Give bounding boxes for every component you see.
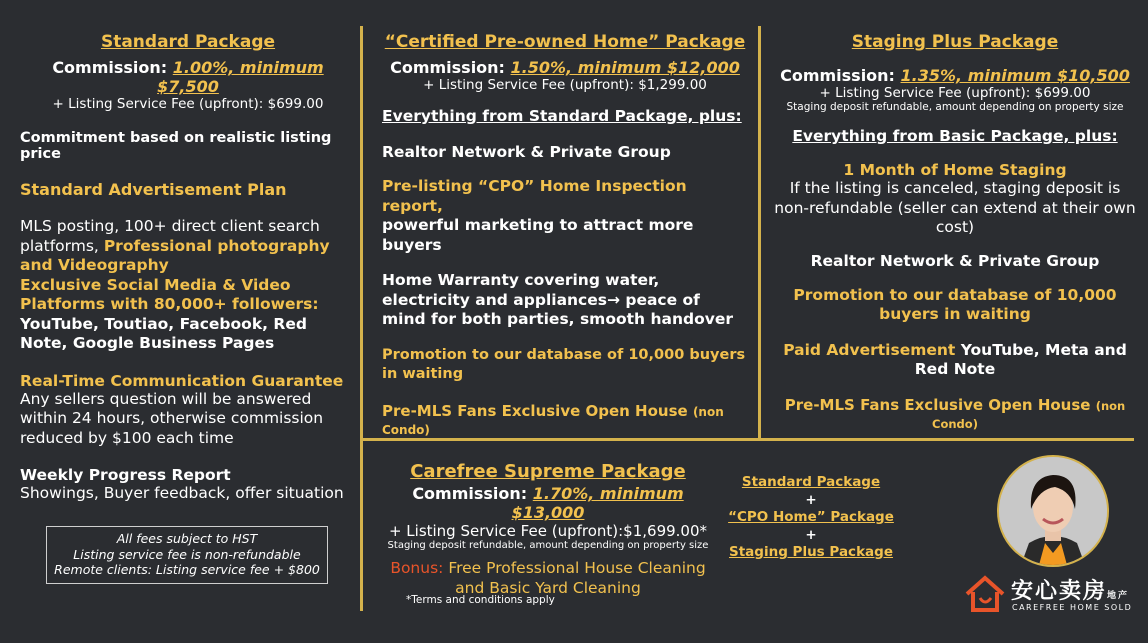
standard-realtime-text: Any sellers question will be answered within 24 hours, otherwise commission reduced by $100 each time (20, 389, 324, 447)
staging-month-text: If the listing is canceled, staging deposit is non-refundable (seller can extend at their own cost) (774, 179, 1136, 236)
combo-standard: Standard Package (741, 474, 881, 490)
staging-package (772, 32, 1138, 432)
combo-staging: Staging Plus Package (729, 544, 893, 560)
staging-title: Staging Plus Package (851, 32, 1059, 52)
staging-month-title: 1 Month of Home Staging (843, 161, 1067, 179)
company-logo (963, 572, 1133, 616)
staging-commission: Commission: 1.35%, minimum $10,500 (780, 66, 1130, 85)
supreme-deposit-note: Staging deposit refundable, amount depending on property size (387, 540, 709, 551)
standard-commission-value: 1.00%, minimum $7,500 (157, 58, 324, 96)
divider-right (758, 26, 761, 440)
brand-chinese: 安心卖房地产 (1011, 579, 1130, 604)
cpo-promotion: Promotion to our database of 10,000 buyers in waiting (382, 346, 746, 382)
standard-mls: MLS posting, 100+ direct client search platforms, Professional photography and Videography (20, 217, 330, 274)
cpo-inspection: Pre-listing “CPO” Home Inspection report, powerful marketing to attract more buyers (382, 177, 694, 254)
supreme-bonus: Bonus: Free Professional House Cleaning and Basic Yard Cleaning (390, 559, 706, 597)
cpo-premls: Pre-MLS Fans Exclusive Open House (non Condo) (382, 401, 724, 437)
brand-english: CAREFREE HOME SOLD (1012, 603, 1133, 612)
supreme-title: Carefree Supreme Package (410, 461, 686, 482)
cpo-title: “Certified Pre-owned Home” Package (384, 32, 746, 52)
standard-weekly-text: Showings, Buyer feedback, offer situation (20, 484, 344, 502)
agent-avatar (997, 455, 1109, 567)
standard-photo: Professional photography and Videography (20, 236, 330, 274)
divider-left (360, 26, 363, 611)
supreme-commission: Commission: 1.70%, minimum $13,000 (412, 484, 684, 522)
standard-commission: Commission: 1.00%, minimum $7,500 (52, 58, 324, 96)
supreme-combo: Standard Package + “CPO Home” Package + Staging Plus Package (722, 474, 900, 562)
combo-cpo: “CPO Home” Package (728, 509, 894, 525)
standard-package (20, 32, 356, 504)
cpo-fee: + Listing Service Fee (upfront): $1,299.00 (423, 77, 707, 93)
standard-ad-plan: Standard Advertisement Plan (20, 180, 287, 199)
cpo-package (382, 32, 748, 438)
staging-everything: Everything from Basic Package, plus: (792, 127, 1118, 145)
fee-notes: All fees subject to HST Listing service fee is non-refundable Remote clients: Listing service fee + $800 (46, 526, 328, 584)
supreme-fee: + Listing Service Fee (upfront):$1,699.00* (388, 522, 708, 540)
standard-fee: + Listing Service Fee (upfront): $699.00 (52, 96, 324, 112)
staging-paid: Paid Advertisement YouTube, Meta and Red Note (783, 340, 1127, 378)
supreme-package (378, 461, 718, 598)
cpo-everything: Everything from Standard Package, plus: (382, 107, 742, 125)
staging-fee: + Listing Service Fee (upfront): $699.00 (819, 85, 1091, 101)
house-logo-icon (963, 572, 1007, 616)
staging-premls: Pre-MLS Fans Exclusive Open House (non Condo) (784, 395, 1126, 431)
cpo-commission: Commission: 1.50%, minimum $12,000 (390, 58, 740, 77)
standard-title: Standard Package (100, 32, 276, 52)
standard-realtime-title: Real-Time Communication Guarantee (20, 371, 344, 390)
standard-social: Exclusive Social Media & Video Platforms with 80,000+ followers: YouTube, Toutiao, Facebook, Red Note, Google Business Pages (20, 275, 319, 352)
staging-deposit-note: Staging deposit refundable, amount depending on property size (786, 101, 1124, 113)
standard-commitment: Commitment based on realistic listing price (20, 130, 332, 162)
supreme-commission-value: 1.70%, minimum $13,000 (511, 484, 684, 522)
cpo-commission-value: 1.50%, minimum $12,000 (510, 58, 740, 77)
staging-promotion: Promotion to our database of 10,000 buyers in waiting (793, 285, 1117, 323)
staging-realtor: Realtor Network & Private Group (810, 251, 1100, 270)
divider-middle (362, 438, 1134, 441)
staging-commission-value: 1.35%, minimum $10,500 (900, 66, 1130, 85)
cpo-warranty: Home Warranty covering water, electricity and appliances→ peace of mind for both parties, smooth handover (382, 271, 733, 328)
standard-weekly-title: Weekly Progress Report (20, 466, 231, 484)
supreme-terms: *Terms and conditions apply (406, 594, 555, 606)
cpo-realtor: Realtor Network & Private Group (382, 143, 671, 161)
